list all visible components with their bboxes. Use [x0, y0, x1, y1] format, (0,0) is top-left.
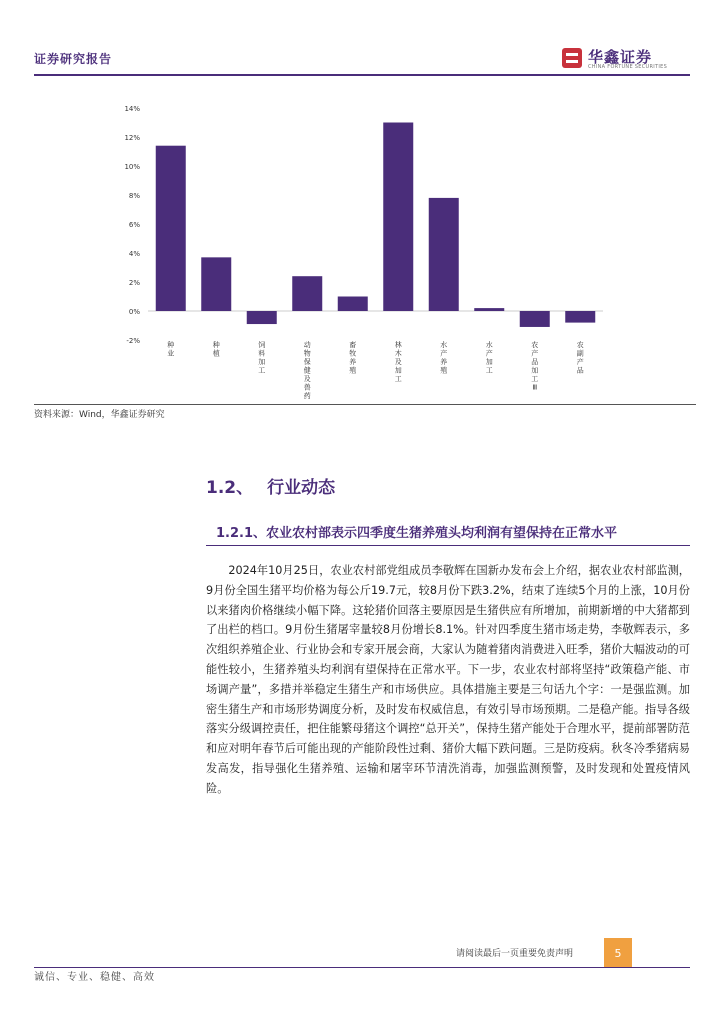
y-tick-label: 6%	[128, 221, 140, 229]
y-tick-label: 12%	[124, 134, 140, 142]
section-title: 行业动态	[267, 478, 336, 498]
y-tick-label: -2%	[126, 337, 140, 345]
bar	[383, 123, 413, 312]
footer-slogan: 诚信、专业、稳健、高效	[34, 972, 155, 983]
chart-source: 资料来源：Wind，华鑫证券研究	[34, 410, 165, 420]
category-label: 农副产品	[576, 341, 584, 375]
category-label: 动物保健及兽药	[303, 341, 311, 400]
source-divider	[34, 404, 696, 405]
category-label: 种业	[167, 341, 175, 358]
bar	[474, 308, 504, 311]
category-label: 农产品加工 Ⅲ	[531, 341, 539, 392]
y-tick-label: 0%	[128, 308, 140, 316]
bar	[429, 198, 459, 311]
bar	[565, 311, 595, 323]
brand-subtitle: CHINA FORTUNE SECURITIES	[588, 64, 668, 70]
bar	[247, 311, 277, 324]
bar	[520, 311, 550, 327]
category-label: 水产加工	[485, 341, 493, 375]
bar	[156, 146, 186, 311]
report-type-label: 证券研究报告	[34, 52, 113, 66]
category-label: 饲料加工	[258, 341, 266, 375]
category-label: 畜牧养殖	[349, 341, 357, 375]
brand-logo	[562, 46, 692, 72]
category-label: 种植	[212, 341, 220, 358]
y-tick-label: 10%	[124, 163, 140, 171]
page-number: 5	[604, 938, 632, 968]
y-tick-label: 4%	[128, 250, 140, 258]
header-divider	[34, 74, 690, 76]
y-tick-label: 2%	[128, 279, 140, 287]
disclaimer-note: 请阅读最后一页重要免责声明	[456, 949, 574, 959]
brand-name: 华鑫证券	[588, 48, 653, 66]
bar	[338, 297, 368, 312]
section-heading	[206, 473, 335, 498]
subsection-heading: 1.2.1、农业农村部表示四季度生猪养殖头均利润有望保持在正常水平	[216, 526, 618, 541]
category-label: 林木及加工	[394, 341, 402, 383]
section-number: 1.2、	[206, 478, 254, 498]
subsection-divider	[206, 545, 690, 546]
body-paragraph: 2024年10月25日，农业农村部党组成员李敬辉在国新办发布会上介绍，据农业农村部监测，9月份全国生猪平均价格为每公斤19.7元，较8月份下跌3.2%，结束了连续5个月的上涨，10月份以来猪肉价格继续小幅下降。这轮猪价回落主要原因是生猪供应有所增加，前期新增的中大猪都到了出栏的档口。9月份生猪屠宰量较8月份增长8.1%。针对四季度生猪市场走势，李敬辉表示，多次组织养殖企业、行业协会和专家开展会商，大家认为随着猪肉消费进入旺季，猪价大幅波动的可能性较小，生猪养殖头均利润有望保持在正常水平。下一步，农业农村部将坚持“政策稳产能、市场调产量”，多措并举稳定生猪生产和市场供应。具体措施主要是三句话九个字：一是强监测。加密生猪生产和市场形势调度分析，及时发布权威信息，有效引导市场预期。二是稳产能。指导各级落实分级调控责任，把住能繁母猪这个调控“总开关”，保持生猪产能处于合理水平，提前部署防范和应对明年春节后可能出现的产能阶段性过剩、猪价大幅下跌问题。三是防疫病。秋冬冷季猪病易发高发，指导强化生猪养殖、运输和屠宰环节清洗消毒，加强监测预警，及时发现和处置疫情风险。	[206, 564, 690, 795]
brand-logo-icon	[562, 48, 582, 68]
category-label: 水产养殖	[440, 341, 448, 375]
y-tick-label: 14%	[124, 105, 140, 113]
bar-chart	[100, 96, 620, 404]
y-tick-label: 8%	[128, 192, 140, 200]
bar	[201, 257, 231, 311]
bar	[292, 276, 322, 311]
